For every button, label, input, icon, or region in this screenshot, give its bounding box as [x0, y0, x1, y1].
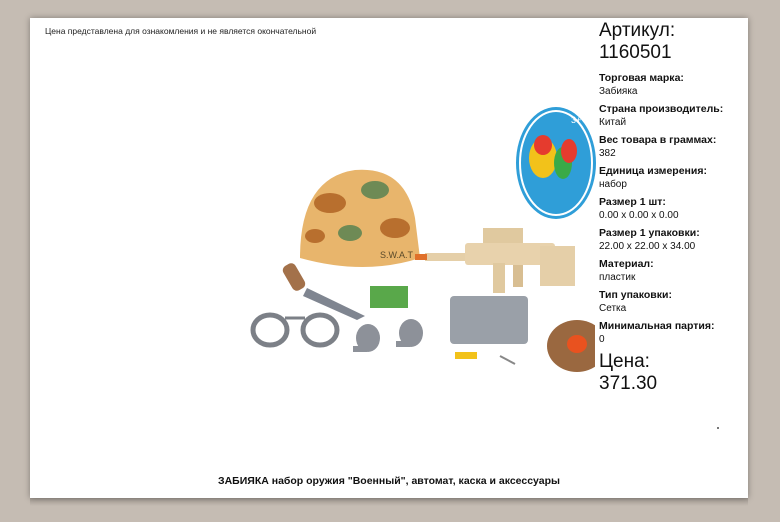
age-label: 3+: [571, 115, 582, 125]
attribute-package-type: [599, 289, 744, 315]
attribute-label: Вес товара в граммах:: [599, 134, 717, 146]
attribute-value: Забияка: [599, 86, 638, 97]
attribute-label: Единица измерения:: [599, 165, 707, 177]
price-value: 371.30: [599, 373, 658, 394]
attribute-value: 0.00 x 0.00 x 0.00: [599, 210, 679, 221]
ammo-image: [450, 296, 528, 344]
attribute-label: Торговая марка:: [599, 72, 684, 84]
attribute-material: [599, 258, 744, 284]
keys-image: [455, 352, 515, 364]
sku-label: Артикул:: [599, 20, 676, 41]
product-sheet: [30, 18, 748, 498]
attribute-country: [599, 103, 744, 129]
attribute-weight: [599, 134, 744, 160]
attribute-value: набор: [599, 179, 627, 190]
attribute-min-batch: [599, 320, 744, 346]
grenades-image: [353, 319, 423, 352]
rifle-image: [415, 228, 575, 293]
knife-image: [281, 261, 365, 320]
helmet-image: [300, 170, 420, 267]
card-image: [370, 286, 408, 308]
attribute-value: Сетка: [599, 303, 627, 314]
attribute-brand: [599, 72, 744, 98]
attribute-label: Размер 1 шт:: [599, 196, 666, 208]
attribute-unit: [599, 165, 744, 191]
attribute-value: 382: [599, 148, 616, 159]
price-block: [599, 351, 744, 395]
attribute-value: Китай: [599, 117, 627, 128]
attribute-label: Страна производитель:: [599, 103, 724, 115]
product-details: [599, 20, 744, 395]
attribute-label: Тип упаковки:: [599, 289, 672, 301]
attribute-item-size: [599, 196, 744, 222]
dot-mark: [717, 427, 719, 429]
brand-badge: [513, 103, 599, 223]
attribute-list: [599, 72, 744, 346]
mine-image: [547, 320, 595, 372]
attribute-label: Размер 1 упаковки:: [599, 227, 700, 239]
attribute-label: Материал:: [599, 258, 654, 270]
price-label: Цена:: [599, 351, 650, 372]
handcuffs-image: [253, 315, 337, 345]
attribute-value: 0: [599, 334, 605, 345]
attribute-package-size: [599, 227, 744, 253]
attribute-label: Минимальная партия:: [599, 320, 715, 332]
attribute-value: пластик: [599, 272, 636, 283]
sku-value: 1160501: [599, 42, 672, 63]
svg-text:S.W.A.T: S.W.A.T: [380, 250, 414, 260]
attribute-value: 22.00 x 22.00 x 34.00: [599, 241, 696, 252]
product-caption: ЗАБИЯКА набор оружия "Военный", автомат, каска и аксессуары: [218, 475, 560, 487]
price-disclaimer: Цена представлена для ознакомления и не является окончательной: [45, 26, 317, 36]
